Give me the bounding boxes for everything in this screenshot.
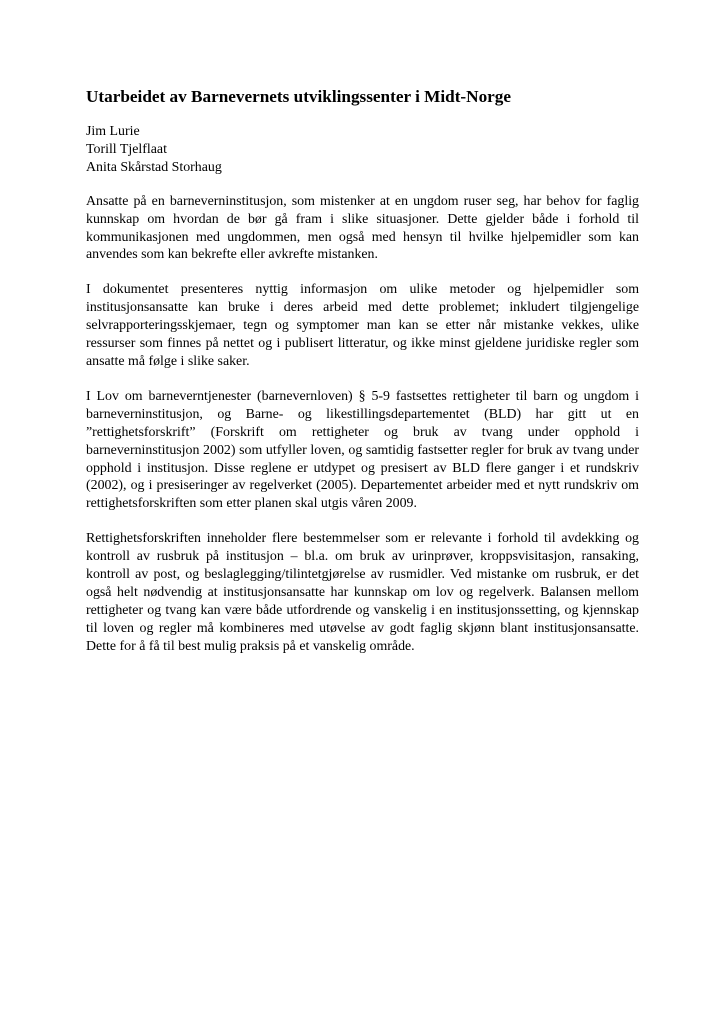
body-paragraph: I dokumentet presenteres nyttig informasjon om ulike metoder og hjelpemidler som institusjonsansatte kan bruke i deres arbeid med dette problemet; inkludert tilgjengelige selvrapporteringsskjemaer, tegn og symptomer man kan se etter når mistanke vekkes, ulike ressurser som finnes på nettet og i publisert litteratur, og ikke minst gjeldene juridiske regler som ansatte må følge i slike saker. bbox=[86, 282, 639, 369]
author-name: Jim Lurie bbox=[86, 124, 140, 139]
author-name: Torill Tjelflaat bbox=[86, 141, 167, 157]
body-paragraph: I Lov om barneverntjenester (barnevernloven) § 5-9 fastsettes rettigheter til barn og ungdom i barneverninstitusjon, og Barne- og likestillingsdepartementet (BLD) har gitt ut en ”rettighetsforskrift” (Forskrift om rettigheter og bruk av tvang under opphold i barneverninstitusjon 2002) som utfyller loven, og samtidig fastsetter regler for bruk av tvang under opphold i institusjon. Disse reglene er utdypet og presisert av BLD flere ganger i et rundskriv (2002), og i presiseringer av regelverket (2005). Departementet arbeider med et nytt rundskriv om rettighetsforskriften som etter planen skal utgis våren 2009. bbox=[86, 388, 639, 512]
author-list bbox=[86, 123, 639, 177]
document-body bbox=[86, 86, 639, 673]
document-title: Utarbeidet av Barnevernets utviklingssenter i Midt-Norge bbox=[86, 87, 512, 106]
body-paragraph: Ansatte på en barneverninstitusjon, som mistenker at en ungdom ruser seg, har behov for faglig kunnskap om hvordan de bør gå fram i slike situasjoner. Dette gjelder både i forhold til kommunikasjonen med ungdommen, men også med hensyn til hvilke hjelpemidler som kan anvendes som kan bekrefte eller avkrefte mistanken. bbox=[86, 193, 639, 263]
author-name: Anita Skårstad Storhaug bbox=[86, 159, 222, 175]
body-paragraph: Rettighetsforskriften inneholder flere bestemmelser som er relevante i forhold til avdekking og kontroll av rusbruk på institusjon – bl.a. om bruk av urinprøver, kroppsvisitasjon, ransaking, kontroll av post, og beslaglegging/tilintetgjørelse av rusmidler. Ved mistanke om rusbruk, er det også helt nødvendig at institusjonsansatte har kunnskap om lov og regelverk. Balansen mellom rettigheter og tvang kan være både utfordrende og vanskelig i en institusjonssetting, og kjennskap til loven og regler må kombineres med utøvelse av godt faglig skjønn blant institusjonsansatte. Dette for å få til best mulig praksis på et vanskelig område. bbox=[86, 531, 639, 654]
